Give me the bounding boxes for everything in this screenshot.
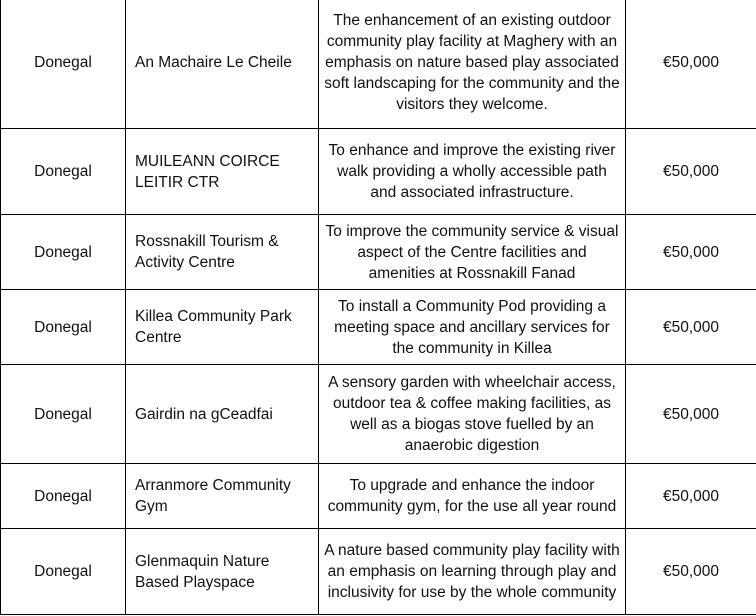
description-cell: To install a Community Pod providing a meeting space and ancillary services for the community in Killea (319, 290, 626, 365)
grants-table-body (1, 0, 756, 615)
description-cell: A nature based community play facility with an emphasis on learning through play and inclusivity for use by the whole community (319, 529, 626, 615)
amount-cell: €50,000 (626, 365, 756, 464)
amount-cell: €50,000 (626, 0, 756, 129)
county-cell: Donegal (1, 529, 126, 615)
county-cell: Donegal (1, 215, 126, 290)
project-name-cell: Glenmaquin Nature Based Playspace (126, 529, 319, 615)
amount-cell: €50,000 (626, 529, 756, 615)
county-cell: Donegal (1, 290, 126, 365)
project-name-cell: Gairdin na gCeadfai (126, 365, 319, 464)
description-cell: To upgrade and enhance the indoor community gym, for the use all year round (319, 464, 626, 529)
project-name-cell: An Machaire Le Cheile (126, 0, 319, 129)
table-row (1, 0, 756, 129)
project-name-cell: Arranmore Community Gym (126, 464, 319, 529)
description-cell: To enhance and improve the existing river walk providing a wholly accessible path and associated infrastructure. (319, 129, 626, 215)
project-name-cell: Killea Community Park Centre (126, 290, 319, 365)
county-cell: Donegal (1, 0, 126, 129)
description-cell: The enhancement of an existing outdoor community play facility at Maghery with an emphasis on nature based play associated soft landscaping for the community and the visitors they welcome. (319, 0, 626, 129)
table-row (1, 129, 756, 215)
project-name-cell: MUILEANN COIRCE LEITIR CTR (126, 129, 319, 215)
table-row (1, 529, 756, 615)
amount-cell: €50,000 (626, 129, 756, 215)
county-cell: Donegal (1, 129, 126, 215)
table-row (1, 290, 756, 365)
project-name-cell: Rossnakill Tourism & Activity Centre (126, 215, 319, 290)
county-cell: Donegal (1, 365, 126, 464)
description-cell: A sensory garden with wheelchair access, outdoor tea & coffee making facilities, as well as a biogas stove fuelled by an anaerobic digestion (319, 365, 626, 464)
description-cell: To improve the community service & visual aspect of the Centre facilities and amenities at Rossnakill Fanad (319, 215, 626, 290)
table-row (1, 215, 756, 290)
amount-cell: €50,000 (626, 215, 756, 290)
amount-cell: €50,000 (626, 290, 756, 365)
table-row (1, 365, 756, 464)
table-row (1, 464, 756, 529)
county-cell: Donegal (1, 464, 126, 529)
amount-cell: €50,000 (626, 464, 756, 529)
